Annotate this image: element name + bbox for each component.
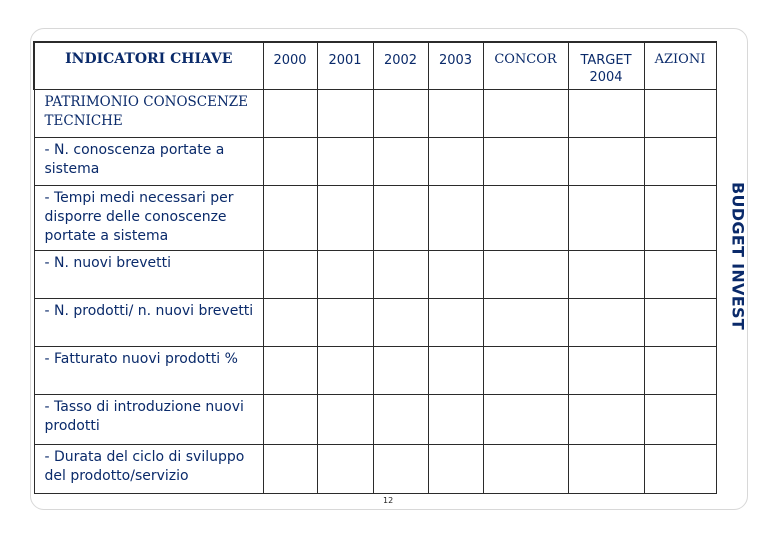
table-row — [34, 250, 716, 298]
table-row — [34, 185, 716, 250]
header-concor: CONCOR — [483, 42, 568, 89]
table-row — [34, 394, 716, 444]
table-row — [34, 444, 716, 493]
page-number: 12 — [383, 496, 394, 505]
header-key-indicators: INDICATORI CHIAVE — [34, 42, 263, 89]
side-label-budget-invest: BUDGET INVEST — [728, 181, 748, 331]
header-2000: 2000 — [263, 42, 317, 89]
row-label-cell: - Tasso di introduzione nuovi prodotti — [34, 394, 263, 444]
row-label-cell: - Fatturato nuovi prodotti % — [34, 346, 263, 394]
header-2002: 2002 — [373, 42, 428, 89]
row-label-cell: PATRIMONIO CONOSCENZE TECNICHE — [34, 89, 263, 137]
row-label-cell: - Durata del ciclo di sviluppo del prodotto/servizio — [34, 444, 263, 493]
row-label-cell: - N. conoscenza portate a sistema — [34, 137, 263, 185]
key-indicators-table — [33, 41, 717, 494]
header-target-2004: TARGET 2004 — [568, 42, 644, 89]
header-azioni: AZIONI — [644, 42, 716, 89]
row-label-cell: - Tempi medi necessari per disporre delle conoscenze portate a sistema — [34, 185, 263, 250]
table-header-row — [34, 42, 716, 89]
table-row — [34, 137, 716, 185]
header-2003: 2003 — [428, 42, 483, 89]
table-row — [34, 298, 716, 346]
header-2001: 2001 — [317, 42, 373, 89]
table-row — [34, 89, 716, 137]
row-label-cell: - N. prodotti/ n. nuovi brevetti — [34, 298, 263, 346]
row-label-cell: - N. nuovi brevetti — [34, 250, 263, 298]
table-row — [34, 346, 716, 394]
